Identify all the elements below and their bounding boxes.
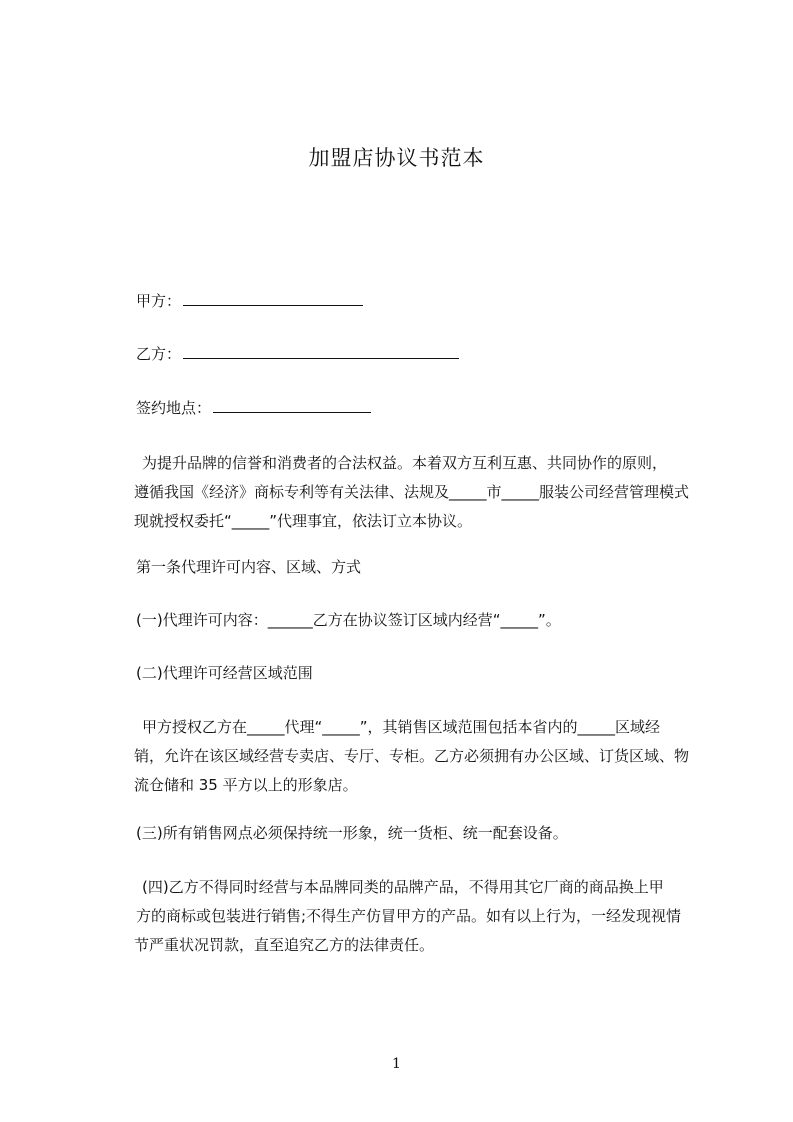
party-a-blank[interactable]: [183, 291, 363, 306]
clause-3: (三)所有销售网点必须保持统一形象，统一货柜、统一配套设备。: [136, 824, 568, 842]
signing-location-label: 签约地点：: [136, 399, 212, 417]
clause-4-line: (四)乙方不得同时经营与本品牌同类的品牌产品，不得用其它厂商的商品换上甲: [142, 878, 664, 896]
intro-line: 为提升品牌的信誉和消费者的合法权益。本着双方互利互惠、共同协作的原则，: [142, 454, 668, 472]
intro-paragraph: [136, 449, 700, 536]
clause-4: [136, 873, 700, 960]
page-number: 1: [392, 1056, 401, 1072]
party-b-blank[interactable]: [183, 344, 459, 359]
clause-2-line: 甲方授权乙方在_____代理“_____”，其销售区域范围包括本省内的_____区域经: [142, 718, 661, 736]
intro-line: 现就授权委托“_____”代理事宜，依法订立本协议。: [134, 512, 473, 530]
clause-4-line: 方的商标或包装进行销售;不得生产仿冒甲方的产品。如有以上行为，一经发现视情: [136, 907, 682, 925]
signing-location-blank[interactable]: [213, 398, 371, 413]
party-b-line: [136, 343, 459, 365]
party-a-line: [136, 290, 363, 312]
intro-line: 遵循我国《经济》商标专利等有关法律、法规及_____市_____服装公司经营管理模式: [134, 483, 690, 501]
clause-1: (一)代理许可内容：______乙方在协议签订区域内经营“_____”。: [136, 611, 561, 629]
clause-2-body: [136, 713, 700, 800]
party-b-label: 乙方：: [136, 345, 182, 363]
clause-2-line: 流仓储和 35 平方以上的形象店。: [134, 776, 358, 794]
clause-2-line: 销，允许在该区域经营专卖店、专厅、专柜。乙方必须拥有办公区域、订货区域、物: [134, 747, 690, 765]
party-a-label: 甲方：: [136, 292, 182, 310]
clause-2-heading: (二)代理许可经营区域范围: [136, 664, 313, 682]
article-1-heading: 第一条代理许可内容、区域、方式: [136, 558, 362, 576]
document-title: 加盟店协议书范本: [308, 146, 485, 170]
signing-location-line: [136, 397, 371, 419]
clause-4-line: 节严重状况罚款，直至追究乙方的法律责任。: [134, 936, 435, 954]
